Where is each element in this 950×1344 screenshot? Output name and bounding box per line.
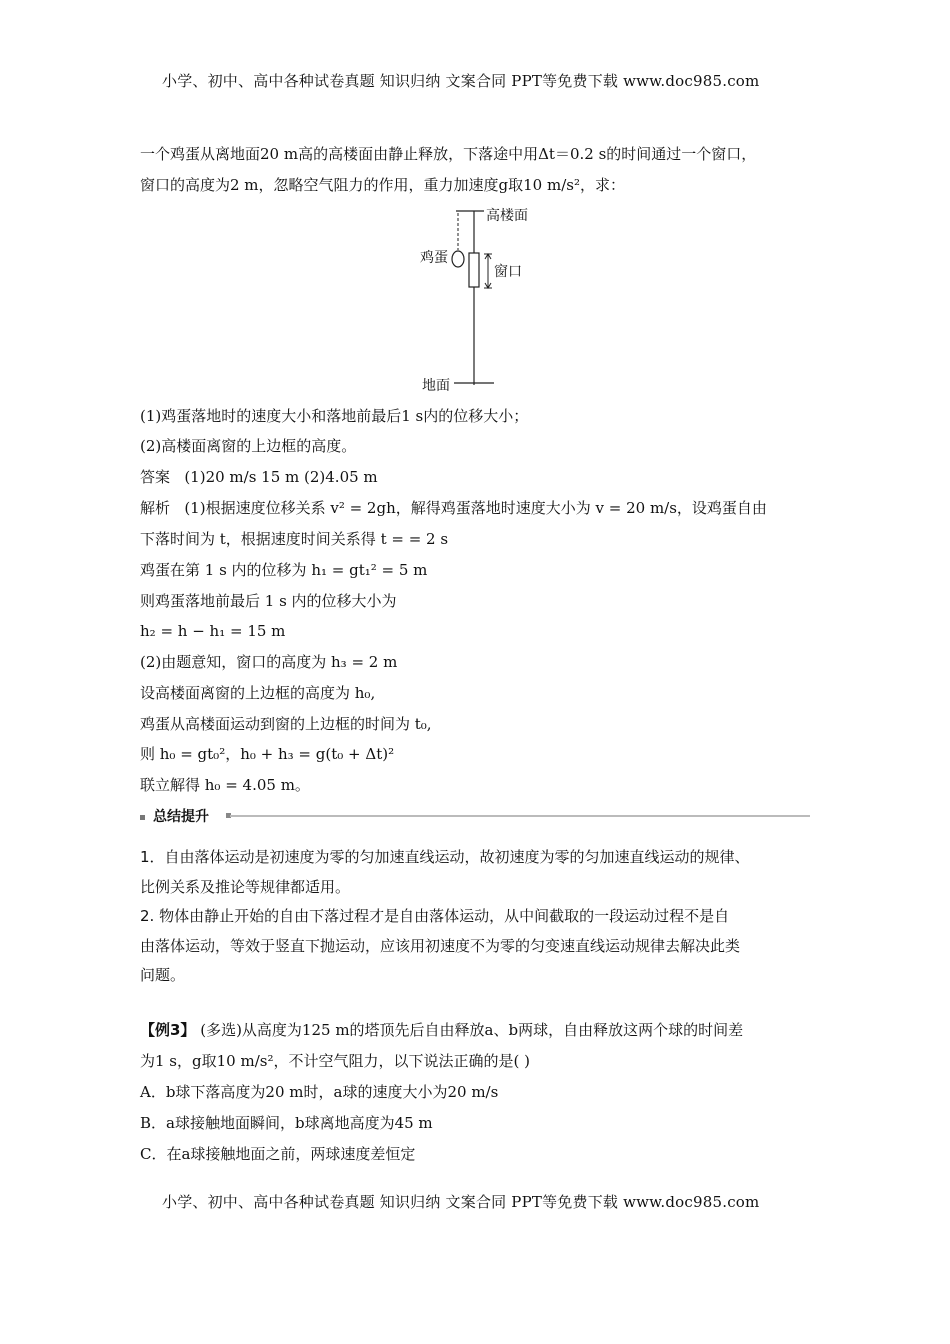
- problem-line-1: 一个鸡蛋从离地面20 m高的高楼面由静止释放，下落途中用Δt＝0.2 s的时间通过一个窗口，: [140, 145, 757, 163]
- summary-p1-a: 1．自由落体运动是初速度为零的匀加速直线运动，故初速度为零的匀加速直线运动的规律、: [140, 848, 750, 866]
- option-b: B．a球接触地面瞬间，b球离地高度为45 m: [140, 1114, 433, 1132]
- analysis-label: 解析: [140, 499, 171, 517]
- analysis-line-6: (2)由题意知，窗口的高度为 h₃ = 2 m: [140, 653, 398, 671]
- question-1: (1)鸡蛋落地时的速度大小和落地前最后1 s内的位移大小；: [140, 407, 529, 425]
- summary-bullet-icon: [140, 815, 145, 820]
- page-footer: 小学、初中、高中各种试卷真题 知识归纳 文案合同 PPT等免费下载 www.doc985.com: [162, 1193, 760, 1211]
- summary-divider: [230, 815, 810, 817]
- option-a: A．b球下落高度为20 m时，a球的速度大小为20 m/s: [140, 1083, 499, 1101]
- option-c: C．在a球接触地面之前，两球速度差恒定: [140, 1145, 416, 1163]
- analysis-line-7: 设高楼面离窗的上边框的高度为 h₀,: [140, 684, 376, 702]
- analysis-line-3: 鸡蛋在第 1 s 内的位移为 h₁ = gt₁² = 5 m: [140, 561, 428, 579]
- example-line-1: [140, 1020, 743, 1040]
- question-2: (2)高楼面离窗的上边框的高度。: [140, 437, 357, 455]
- diagram-svg: [416, 203, 556, 396]
- example-label: 【例3】: [140, 1021, 196, 1039]
- answer-label: 答案: [140, 468, 171, 486]
- analysis-line-9: 则 h₀ = gt₀²，h₀ + h₃ = g(t₀ + Δt)²: [140, 745, 395, 763]
- summary-title-text: 总结提升: [153, 809, 209, 825]
- example-line-2: 为1 s，g取10 m/s²，不计空气阻力，以下说法正确的是( ): [140, 1052, 530, 1070]
- analysis-line-10: 联立解得 h₀ = 4.05 m。: [140, 776, 310, 794]
- label-window: 窗口: [494, 264, 522, 280]
- analysis-line-1: [140, 498, 767, 518]
- summary-p2-a: 2. 物体由静止开始的自由下落过程才是自由落体运动，从中间截取的一段运动过程不是自: [140, 907, 730, 925]
- egg-shape: [452, 251, 464, 267]
- window-rect: [469, 253, 479, 287]
- example-text-1: (多选)从高度为125 m的塔顶先后自由释放a、b两球，自由释放这两个球的时间差: [200, 1021, 744, 1039]
- analysis-line-5: h₂ = h − h₁ = 15 m: [140, 622, 286, 640]
- label-ground: 地面: [422, 378, 450, 394]
- analysis-line-8: 鸡蛋从高楼面运动到窗的上边框的时间为 t₀,: [140, 715, 432, 733]
- summary-p1-b: 比例关系及推论等规律都适用。: [140, 878, 351, 896]
- answer-line: [140, 467, 378, 487]
- analysis-text-1: (1)根据速度位移关系 v² = 2gh，解得鸡蛋落地时速度大小为 v = 20 m/s，设鸡蛋自由: [184, 499, 767, 517]
- summary-p2-b: 由落体运动，等效于竖直下抛运动，应该用初速度不为零的匀变速直线运动规律去解决此类: [140, 937, 741, 955]
- answer-text: (1)20 m/s 15 m (2)4.05 m: [184, 468, 378, 486]
- egg-window-diagram: [416, 203, 556, 396]
- analysis-line-4: 则鸡蛋落地前最后 1 s 内的位移大小为: [140, 592, 397, 610]
- problem-line-2: 窗口的高度为2 m，忽略空气阻力的作用，重力加速度g取10 m/s²，求：: [140, 176, 625, 194]
- analysis-line-2: 下落时间为 t，根据速度时间关系得 t = = 2 s: [140, 530, 449, 548]
- summary-title: [140, 806, 209, 826]
- page-header: 小学、初中、高中各种试卷真题 知识归纳 文案合同 PPT等免费下载 www.doc985.com: [162, 72, 760, 90]
- summary-p2-c: 问题。: [140, 966, 186, 984]
- label-building-top: 高楼面: [486, 208, 528, 224]
- label-egg: 鸡蛋: [420, 250, 448, 266]
